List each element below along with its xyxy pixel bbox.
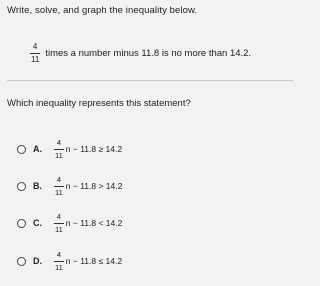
option-expression [54, 176, 122, 196]
radio-button-c[interactable] [17, 219, 26, 228]
question-text: Which inequality represents this statement? [7, 98, 191, 109]
option-expression [54, 139, 122, 159]
option-fraction [54, 213, 64, 233]
answer-option-d[interactable] [17, 246, 122, 276]
option-letter: B. [33, 181, 42, 191]
option-inequality: n − 11.8 ≤ 14.2 [65, 256, 123, 266]
radio-button-a[interactable] [17, 145, 26, 154]
option-fraction [54, 176, 64, 196]
option-fraction [54, 139, 64, 159]
option-inequality: n − 11.8 > 14.2 [65, 181, 123, 191]
instruction-text: Write, solve, and graph the inequality below. [7, 5, 198, 16]
radio-button-d[interactable] [17, 257, 26, 266]
option-letter: C. [33, 218, 42, 228]
fraction-denominator: 11 [55, 150, 63, 160]
fraction-denominator: 11 [55, 187, 63, 197]
option-letter: A. [33, 144, 42, 154]
problem-statement [30, 43, 251, 64]
option-expression [54, 251, 122, 271]
problem-fraction [30, 43, 40, 64]
fraction-denominator: 11 [55, 224, 63, 234]
section-divider [7, 80, 293, 81]
fraction-numerator: 4 [56, 250, 61, 259]
option-letter: D. [33, 256, 42, 266]
fraction-numerator: 4 [56, 175, 61, 184]
answer-option-c[interactable] [17, 208, 122, 238]
answer-option-b[interactable] [17, 171, 122, 201]
fraction-numerator: 4 [56, 138, 61, 147]
radio-button-b[interactable] [17, 182, 26, 191]
fraction-numerator: 4 [32, 42, 38, 51]
option-inequality: n − 11.8 < 14.2 [65, 218, 123, 228]
option-fraction [54, 251, 64, 271]
fraction-denominator: 11 [31, 55, 40, 64]
option-expression [54, 213, 122, 233]
answer-option-a[interactable] [17, 134, 122, 164]
option-inequality: n − 11.8 ≥ 14.2 [65, 144, 123, 154]
problem-text: times a number minus 11.8 is no more than 14.2. [45, 48, 252, 59]
fraction-denominator: 11 [55, 262, 63, 272]
fraction-numerator: 4 [56, 212, 61, 221]
